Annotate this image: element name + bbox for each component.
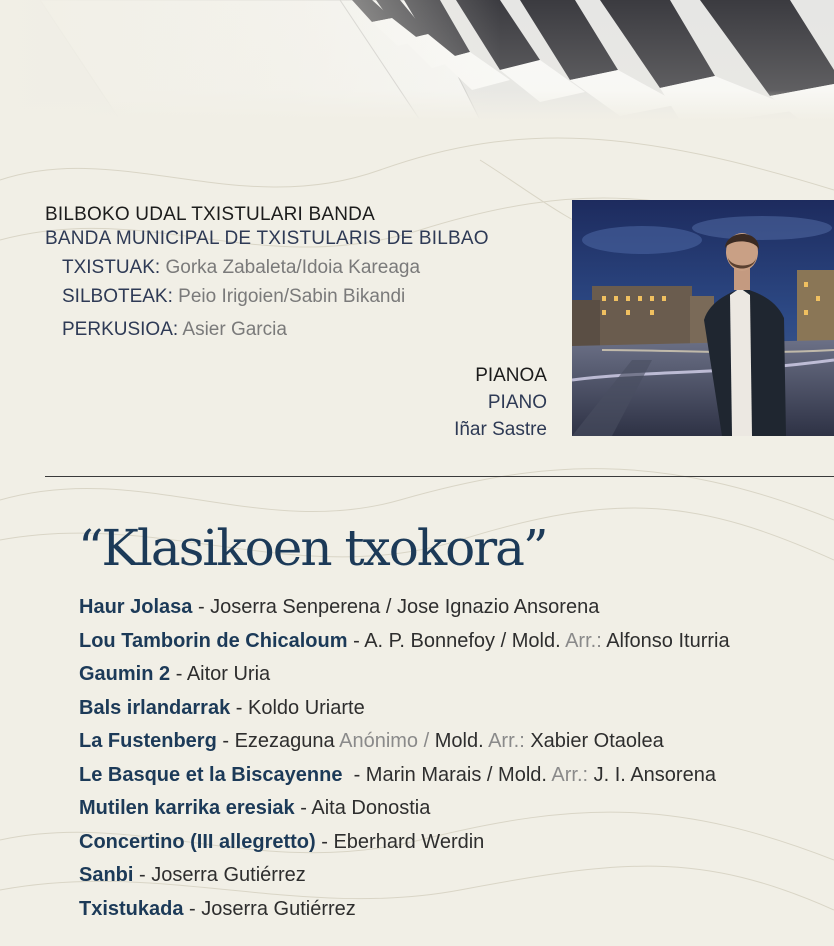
program-item — [79, 693, 829, 727]
program-item — [79, 860, 829, 894]
piece-composer: Joserra Gutiérrez — [151, 864, 306, 886]
arrangement-label: Arr.: — [560, 629, 607, 652]
piece-separator: - — [342, 763, 366, 786]
member-role: PERKUSIOA: — [62, 319, 179, 340]
piece-separator: - — [230, 696, 248, 719]
piano-keys-image — [0, 0, 834, 120]
piece-composer-alt: Anónimo / — [334, 730, 435, 752]
piece-title: Sanbi — [79, 864, 134, 886]
piece-separator: - — [216, 730, 235, 752]
piece-title: La Fustenberg — [79, 730, 217, 752]
program-item — [79, 726, 829, 760]
arrangement-label: Arr.: — [483, 730, 531, 752]
member-row-perkusioa — [62, 318, 287, 341]
piece-composer: Aitor Uria — [186, 663, 271, 685]
piece-separator: - — [170, 663, 187, 685]
piano-label-es: PIANO — [487, 392, 547, 413]
piece-separator: - — [347, 629, 365, 652]
member-row-silboteak — [62, 285, 405, 308]
piece-composer: Aita Donostia — [311, 797, 431, 819]
piece-composer: Marin Marais / Mold. — [365, 763, 547, 786]
program-item — [79, 760, 829, 794]
member-names: Asier Garcia — [182, 319, 287, 340]
piece-composer: Joserra Gutiérrez — [201, 897, 356, 920]
piece-title: Mutilen karrika eresiak — [79, 797, 295, 819]
program-item — [79, 894, 829, 928]
piece-title: Concertino (III allegretto) — [79, 830, 316, 853]
program-item — [79, 793, 829, 827]
member-names: Gorka Zabaleta/Idoia Kareaga — [165, 257, 421, 278]
piece-arranger: J. I. Ansorena — [593, 763, 716, 786]
performer-photo — [572, 200, 834, 436]
piece-composer: Koldo Uriarte — [247, 696, 365, 719]
piece-composer: Ezezaguna — [234, 730, 335, 752]
piece-arranger: Alfonso Iturria — [606, 629, 730, 652]
program-item — [79, 659, 829, 693]
piece-title: Bals irlandarrak — [79, 696, 231, 719]
piece-title: Gaumin 2 — [79, 663, 171, 685]
section-divider — [45, 476, 834, 477]
piano-label-eu: PIANOA — [475, 365, 547, 386]
piece-title: Lou Tamborin de Chicaloum — [79, 629, 348, 652]
program-item — [79, 592, 829, 626]
program-title: “Klasikoen txokora” — [78, 519, 547, 577]
piece-composer: Joserra Senperena / Jose Ignazio Ansorena — [210, 596, 600, 618]
member-role: SILBOTEAK: — [62, 286, 173, 307]
program-list — [79, 592, 829, 927]
piece-separator: - — [192, 596, 211, 618]
arrangement-label: Arr.: — [546, 763, 594, 786]
piece-separator: - — [183, 897, 202, 920]
piano-performer: Iñar Sastre — [454, 419, 547, 440]
piece-title: Txistukada — [79, 897, 184, 920]
piece-composer: A. P. Bonnefoy / Mold. — [364, 629, 561, 652]
piece-title: Le Basque et la Biscayenne — [79, 763, 343, 786]
arrangement-prefix: Mold. — [434, 730, 484, 752]
piece-arranger: Xabier Otaolea — [530, 730, 664, 752]
member-role: TXISTUAK: — [62, 257, 161, 278]
band-title: BILBOKO UDAL TXISTULARI BANDA — [45, 204, 375, 225]
piece-composer: Eberhard Werdin — [333, 830, 485, 853]
piece-separator: - — [315, 830, 334, 853]
program-item — [79, 626, 829, 660]
program-item — [79, 827, 829, 861]
member-row-txistuak — [62, 256, 420, 279]
member-names: Peio Irigoien/Sabin Bikandi — [178, 286, 406, 307]
band-subtitle: BANDA MUNICIPAL DE TXISTULARIS DE BILBAO — [45, 228, 489, 249]
piece-title: Haur Jolasa — [79, 596, 193, 618]
piece-separator: - — [294, 797, 312, 819]
piece-separator: - — [133, 864, 152, 886]
